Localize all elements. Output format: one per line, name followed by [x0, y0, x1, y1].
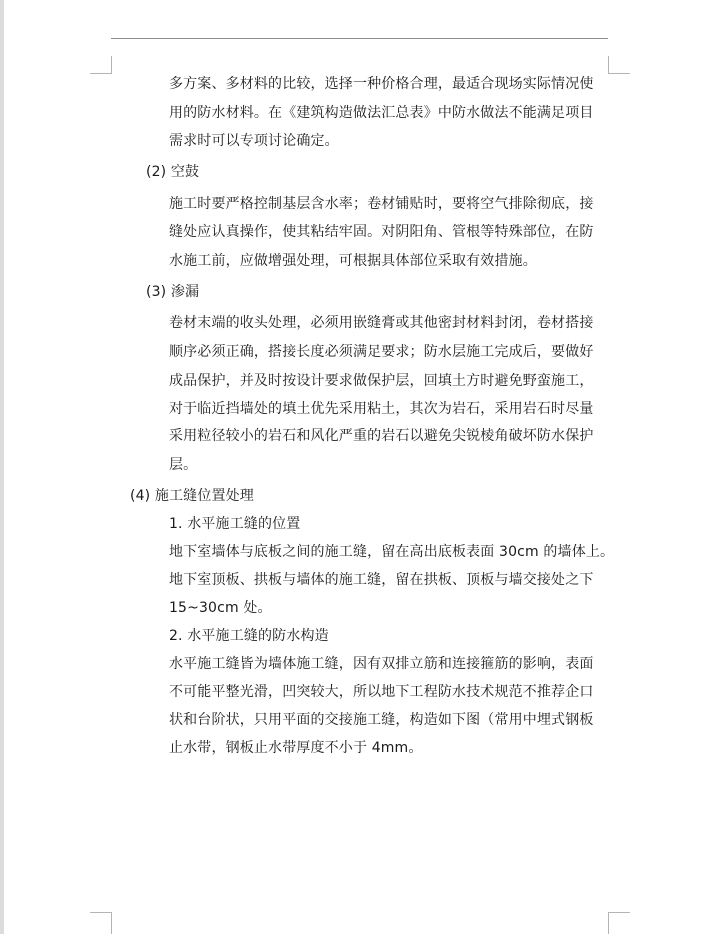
paragraph-line: 顺序必须正确，搭接长度必须满足要求；防水层施工完成后，要做好: [169, 344, 594, 360]
paragraph-line: 多方案、多材料的比较，选择一种价格合理，最适合现场实际情况使: [169, 76, 594, 92]
paragraph-line: 卷材末端的收头处理，必须用嵌缝膏或其他密封材料封闭，卷材搭接: [169, 315, 594, 331]
paragraph-line: 施工时要严格控制基层含水率；卷材铺贴时，要将空气排除彻底，接: [169, 196, 594, 212]
section-heading: (4) 施工缝位置处理: [130, 488, 254, 504]
paragraph-line: 地下室墙体与底板之间的施工缝，留在高出底板表面 30cm 的墙体上。: [169, 544, 615, 560]
paragraph-line: 层。: [169, 457, 198, 473]
paragraph-line: 地下室顶板、拱板与墙体的施工缝，留在拱板、顶板与墙交接处之下: [169, 572, 594, 588]
paragraph-line: 对于临近挡墙处的填土优先采用粘土，其次为岩石，采用岩石时尽量: [169, 401, 594, 417]
header-rule: [111, 38, 608, 39]
paragraph-line: 水平施工缝皆为墙体施工缝，因有双排立筋和连接箍筋的影响，表面: [169, 656, 594, 672]
paragraph-line: 不可能平整光滑，凹突较大，所以地下工程防水技术规范不推荐企口: [169, 684, 594, 700]
paragraph-line: 成品保护，并及时按设计要求做保护层，回填土方时避免野蛮施工，: [169, 373, 594, 389]
paragraph-line: 需求时可以专项讨论确定。: [169, 133, 339, 149]
page-left-edge: [0, 0, 4, 934]
paragraph-line: 止水带，钢板止水带厚度不小于 4mm。: [169, 740, 423, 756]
section-heading: (2) 空鼓: [146, 164, 200, 180]
subsection-heading: 1. 水平施工缝的位置: [169, 516, 301, 532]
paragraph-line: 状和台阶状，只用平面的交接施工缝，构造如下图（常用中埋式钢板: [169, 712, 594, 728]
paragraph-line: 15~30cm 处。: [169, 600, 272, 616]
paragraph-line: 采用粒径较小的岩石和风化严重的岩石以避免尖锐棱角破坏防水保护: [169, 428, 594, 444]
section-heading: (3) 渗漏: [146, 284, 200, 300]
paragraph-line: 水施工前，应做增强处理，可根据具体部位采取有效措施。: [169, 253, 537, 269]
paragraph-line: 用的防水材料。在《建筑构造做法汇总表》中防水做法不能满足项目: [169, 105, 594, 121]
paragraph-line: 缝处应认真操作，使其粘结牢固。对阴阳角、管根等特殊部位，在防: [169, 224, 594, 240]
subsection-heading: 2. 水平施工缝的防水构造: [169, 628, 329, 644]
